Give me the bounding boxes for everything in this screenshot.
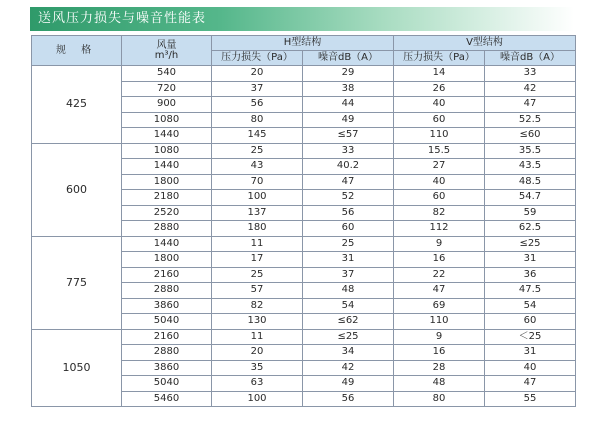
airflow-cell: 2160	[122, 267, 212, 283]
v-noise-cell: 54.7	[485, 190, 576, 206]
h-pressure-cell: 56	[212, 97, 303, 113]
h-noise-cell: 42	[303, 360, 394, 376]
h-noise-cell: 47	[303, 174, 394, 190]
h-noise-cell: 60	[303, 221, 394, 237]
h-noise-cell: 44	[303, 97, 394, 113]
h-pressure-cell: 100	[212, 190, 303, 206]
table-row	[32, 66, 576, 82]
table-body	[32, 66, 576, 407]
airflow-cell: 2880	[122, 283, 212, 299]
spec-cell: 775	[32, 236, 122, 329]
h-noise-cell: 56	[303, 205, 394, 221]
h-pressure-cell: 43	[212, 159, 303, 175]
v-pressure-cell: 9	[394, 236, 485, 252]
header-airflow-unit: m³/h	[154, 49, 179, 61]
header-v-type: V型结构	[394, 36, 576, 51]
airflow-cell: 5040	[122, 376, 212, 392]
h-pressure-cell: 80	[212, 112, 303, 128]
h-noise-cell: 34	[303, 345, 394, 361]
v-pressure-cell: 80	[394, 391, 485, 407]
airflow-cell: 900	[122, 97, 212, 113]
h-noise-cell: 54	[303, 298, 394, 314]
v-noise-cell: 59	[485, 205, 576, 221]
header-airflow	[122, 36, 212, 66]
airflow-cell: 720	[122, 81, 212, 97]
table-row	[32, 143, 576, 159]
v-noise-cell: 36	[485, 267, 576, 283]
h-pressure-cell: 130	[212, 314, 303, 330]
airflow-cell: 1800	[122, 174, 212, 190]
v-noise-cell: 43.5	[485, 159, 576, 175]
v-pressure-cell: 16	[394, 252, 485, 268]
airflow-cell: 2180	[122, 190, 212, 206]
v-pressure-cell: 9	[394, 329, 485, 345]
h-pressure-cell: 180	[212, 221, 303, 237]
v-noise-cell: 47.5	[485, 283, 576, 299]
h-pressure-cell: 137	[212, 205, 303, 221]
h-noise-cell: 38	[303, 81, 394, 97]
v-pressure-cell: 16	[394, 345, 485, 361]
airflow-cell: 3860	[122, 298, 212, 314]
v-noise-cell: 31	[485, 345, 576, 361]
h-noise-cell: ≤25	[303, 329, 394, 345]
v-pressure-cell: 22	[394, 267, 485, 283]
v-pressure-cell: 110	[394, 128, 485, 144]
performance-table	[31, 35, 576, 407]
table-row	[32, 236, 576, 252]
h-pressure-cell: 11	[212, 329, 303, 345]
header-spec: 规 格	[32, 36, 122, 66]
spec-cell: 1050	[32, 329, 122, 407]
v-pressure-cell: 47	[394, 283, 485, 299]
h-pressure-cell: 100	[212, 391, 303, 407]
h-noise-cell: 37	[303, 267, 394, 283]
header-v-pressure: 压力损失（Pa）	[394, 51, 485, 66]
h-noise-cell: 29	[303, 66, 394, 82]
h-pressure-cell: 70	[212, 174, 303, 190]
v-noise-cell: 33	[485, 66, 576, 82]
v-pressure-cell: 112	[394, 221, 485, 237]
h-pressure-cell: 25	[212, 267, 303, 283]
v-noise-cell: 42	[485, 81, 576, 97]
airflow-cell: 3860	[122, 360, 212, 376]
h-noise-cell: ≤62	[303, 314, 394, 330]
v-noise-cell: 47	[485, 376, 576, 392]
airflow-cell: 2880	[122, 221, 212, 237]
header-airflow-label: 风量	[156, 39, 177, 51]
airflow-cell: 1080	[122, 112, 212, 128]
v-noise-cell: 60	[485, 314, 576, 330]
airflow-cell: 1440	[122, 236, 212, 252]
v-pressure-cell: 60	[394, 190, 485, 206]
v-pressure-cell: 40	[394, 174, 485, 190]
airflow-cell: 2160	[122, 329, 212, 345]
v-noise-cell: ＜25	[485, 329, 576, 345]
airflow-cell: 540	[122, 66, 212, 82]
v-pressure-cell: 15.5	[394, 143, 485, 159]
h-noise-cell: 56	[303, 391, 394, 407]
airflow-cell: 2520	[122, 205, 212, 221]
h-pressure-cell: 145	[212, 128, 303, 144]
v-pressure-cell: 40	[394, 97, 485, 113]
v-noise-cell: 35.5	[485, 143, 576, 159]
h-noise-cell: 33	[303, 143, 394, 159]
v-pressure-cell: 48	[394, 376, 485, 392]
header-h-pressure: 压力损失（Pa）	[212, 51, 303, 66]
airflow-cell: 5040	[122, 314, 212, 330]
h-pressure-cell: 20	[212, 66, 303, 82]
v-noise-cell: 55	[485, 391, 576, 407]
v-pressure-cell: 110	[394, 314, 485, 330]
page-title: 送风压力损失与噪音性能表	[38, 11, 207, 26]
airflow-cell: 2880	[122, 345, 212, 361]
spec-cell: 425	[32, 66, 122, 144]
v-noise-cell: 40	[485, 360, 576, 376]
h-noise-cell: 48	[303, 283, 394, 299]
h-noise-cell: 40.2	[303, 159, 394, 175]
h-pressure-cell: 57	[212, 283, 303, 299]
h-noise-cell: 49	[303, 376, 394, 392]
spec-cell: 600	[32, 143, 122, 236]
v-noise-cell: 62.5	[485, 221, 576, 237]
airflow-cell: 1800	[122, 252, 212, 268]
v-pressure-cell: 27	[394, 159, 485, 175]
h-noise-cell: ≤57	[303, 128, 394, 144]
h-noise-cell: 52	[303, 190, 394, 206]
airflow-cell: 1080	[122, 143, 212, 159]
airflow-cell: 1440	[122, 128, 212, 144]
airflow-cell: 5460	[122, 391, 212, 407]
h-pressure-cell: 25	[212, 143, 303, 159]
v-pressure-cell: 28	[394, 360, 485, 376]
table-row	[32, 329, 576, 345]
v-noise-cell: 47	[485, 97, 576, 113]
v-noise-cell: 48.5	[485, 174, 576, 190]
v-noise-cell: ≤60	[485, 128, 576, 144]
h-pressure-cell: 11	[212, 236, 303, 252]
v-pressure-cell: 69	[394, 298, 485, 314]
h-pressure-cell: 17	[212, 252, 303, 268]
airflow-cell: 1440	[122, 159, 212, 175]
v-pressure-cell: 14	[394, 66, 485, 82]
h-pressure-cell: 35	[212, 360, 303, 376]
header-h-type: H型结构	[212, 36, 394, 51]
h-noise-cell: 25	[303, 236, 394, 252]
v-pressure-cell: 82	[394, 205, 485, 221]
v-noise-cell: 31	[485, 252, 576, 268]
h-pressure-cell: 20	[212, 345, 303, 361]
v-pressure-cell: 26	[394, 81, 485, 97]
h-noise-cell: 49	[303, 112, 394, 128]
v-noise-cell: 54	[485, 298, 576, 314]
h-pressure-cell: 82	[212, 298, 303, 314]
v-noise-cell: 52.5	[485, 112, 576, 128]
h-pressure-cell: 37	[212, 81, 303, 97]
header-v-noise: 噪音dB（A）	[485, 51, 576, 66]
header-h-noise: 噪音dB（A）	[303, 51, 394, 66]
h-noise-cell: 31	[303, 252, 394, 268]
h-pressure-cell: 63	[212, 376, 303, 392]
v-pressure-cell: 60	[394, 112, 485, 128]
v-noise-cell: ≤25	[485, 236, 576, 252]
